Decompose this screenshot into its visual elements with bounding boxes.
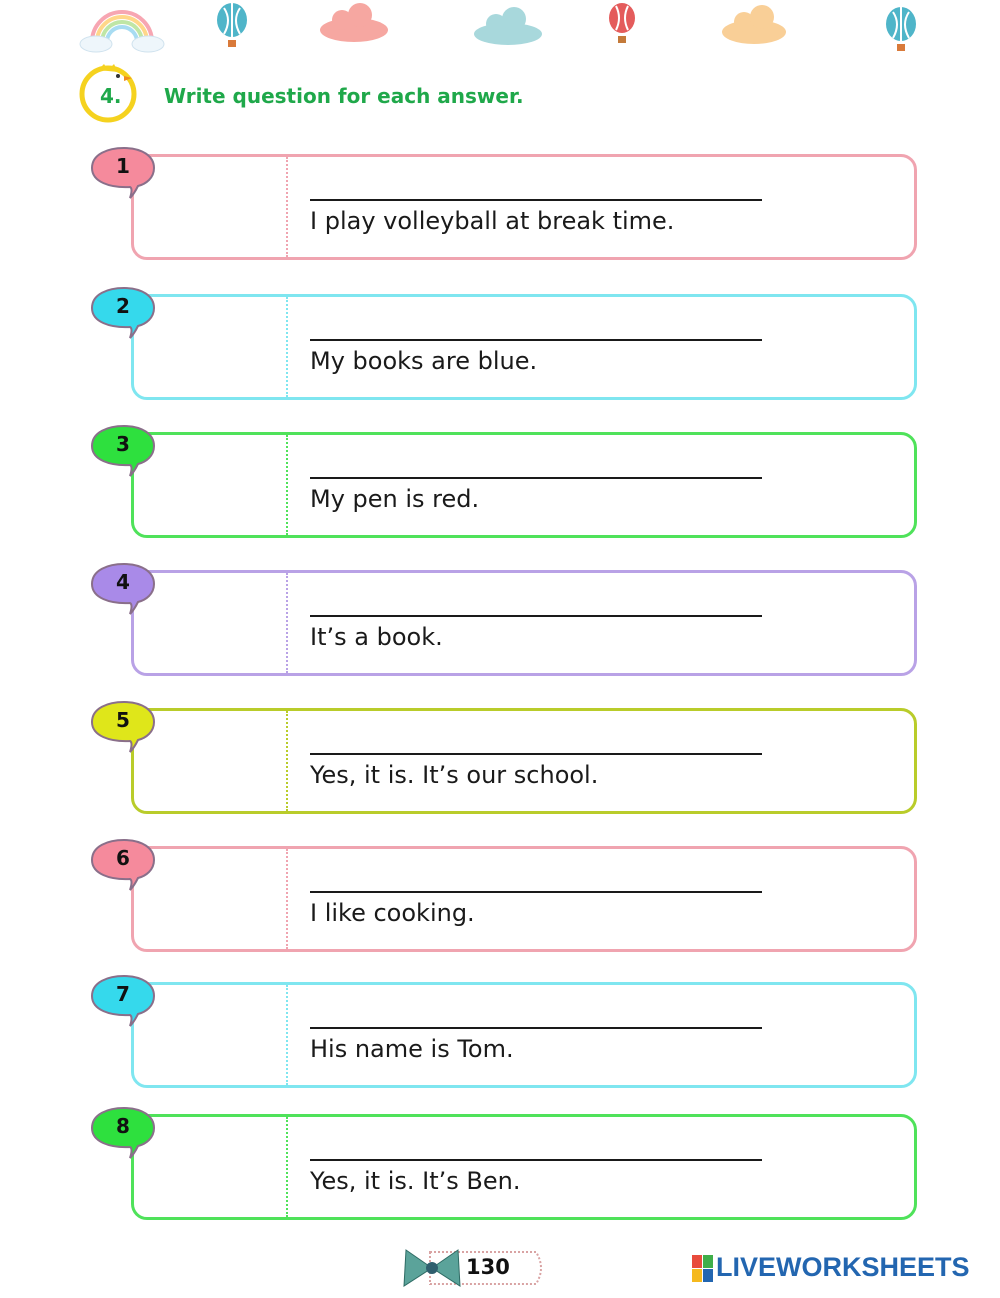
- question-item: [86, 562, 926, 680]
- question-item: [86, 838, 926, 956]
- exercise-instruction: Write question for each answer.: [164, 84, 524, 108]
- question-item: [86, 974, 926, 1092]
- answer-text: I like cooking.: [310, 899, 475, 927]
- blue-cloud-icon: [474, 7, 542, 45]
- question-input[interactable]: [310, 311, 766, 341]
- question-item: [86, 286, 926, 404]
- answer-text: My pen is red.: [310, 485, 480, 513]
- card-divider: [286, 297, 288, 397]
- question-card: [131, 294, 917, 400]
- write-line: [310, 753, 762, 755]
- question-input[interactable]: [310, 863, 766, 893]
- item-number: 2: [116, 294, 130, 318]
- decor-strip: [0, 0, 1000, 60]
- question-input[interactable]: [310, 1131, 766, 1161]
- question-input[interactable]: [310, 999, 766, 1029]
- brand-name: LIVEWORKSHEETS: [716, 1252, 970, 1282]
- card-divider: [286, 1117, 288, 1217]
- hot-air-balloon-icon: [886, 7, 916, 51]
- write-line: [310, 199, 762, 201]
- card-divider: [286, 711, 288, 811]
- question-item: [86, 424, 926, 542]
- answer-text: It’s a book.: [310, 623, 443, 651]
- write-line: [310, 339, 762, 341]
- question-card: [131, 432, 917, 538]
- question-card: [131, 570, 917, 676]
- item-number: 4: [116, 570, 130, 594]
- question-card: [131, 1114, 917, 1220]
- write-line: [310, 1159, 762, 1161]
- item-number: 8: [116, 1114, 130, 1138]
- question-input[interactable]: [310, 171, 766, 201]
- answer-text: Yes, it is. It’s Ben.: [310, 1167, 521, 1195]
- question-item: [86, 700, 926, 818]
- question-item: [86, 1106, 926, 1224]
- card-divider: [286, 157, 288, 257]
- red-balloon-icon: [609, 3, 635, 43]
- write-line: [310, 615, 762, 617]
- item-number: 1: [116, 154, 130, 178]
- card-divider: [286, 849, 288, 949]
- question-card: [131, 154, 917, 260]
- brand-blocks-icon: [692, 1255, 714, 1283]
- exercise-heading: [78, 62, 678, 126]
- item-number: 6: [116, 846, 130, 870]
- liveworksheets-logo: [692, 1252, 992, 1286]
- hot-air-balloon-icon: [217, 3, 247, 47]
- peach-cloud-icon: [722, 5, 786, 44]
- pink-cloud-icon: [320, 3, 388, 42]
- answer-text: My books are blue.: [310, 347, 538, 375]
- item-number: 3: [116, 432, 130, 456]
- card-divider: [286, 573, 288, 673]
- answer-text: Yes, it is. It’s our school.: [310, 761, 599, 789]
- card-divider: [286, 435, 288, 535]
- write-line: [310, 477, 762, 479]
- answer-text: I play volleyball at break time.: [310, 207, 675, 235]
- question-card: [131, 708, 917, 814]
- page-number: 130: [466, 1255, 510, 1279]
- question-input[interactable]: [310, 449, 766, 479]
- answer-text: His name is Tom.: [310, 1035, 514, 1063]
- page-number-tag: [400, 1242, 546, 1294]
- item-number: 7: [116, 982, 130, 1006]
- write-line: [310, 1027, 762, 1029]
- question-input[interactable]: [310, 587, 766, 617]
- question-card: [131, 846, 917, 952]
- card-divider: [286, 985, 288, 1085]
- item-number: 5: [116, 708, 130, 732]
- question-input[interactable]: [310, 725, 766, 755]
- rainbow-icon: [80, 12, 164, 52]
- write-line: [310, 891, 762, 893]
- question-item: [86, 146, 926, 264]
- question-card: [131, 982, 917, 1088]
- exercise-number: 4.: [100, 84, 122, 108]
